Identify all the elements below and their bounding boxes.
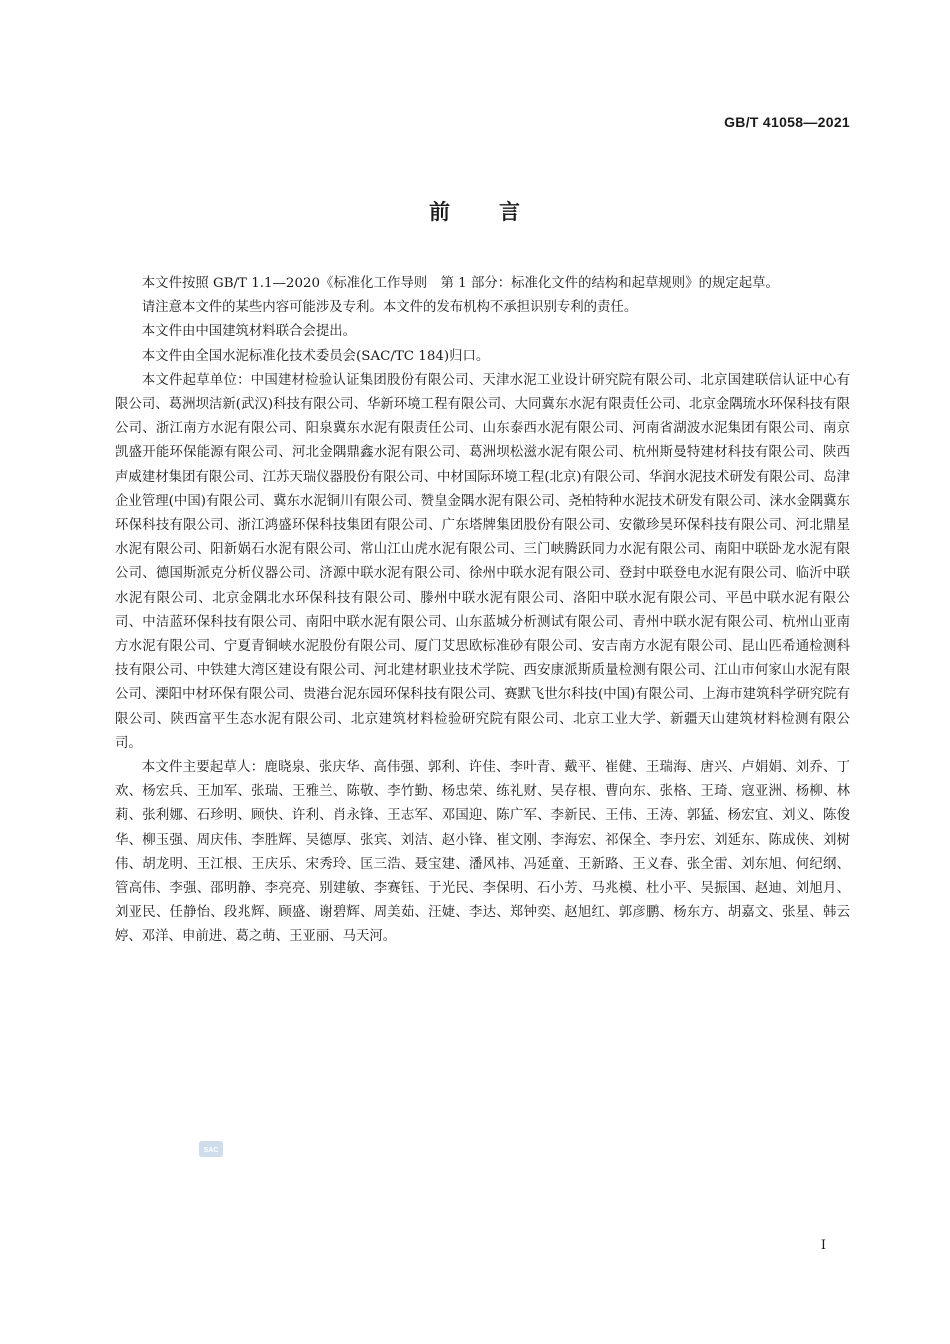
paragraph-drafting-organizations: 本文件起草单位：中国建材检验认证集团股份有限公司、天津水泥工业设计研究院有限公司、北京国建联信认证中心有限公司、葛洲坝洁新(武汉)科技有限公司、华新环境工程有限公司、大同冀东水泥有限责任公司、北京金隅琉水环保科技有限公司、浙江南方水泥有限公司、阳泉冀东水泥有限责任公司、山东泰西水泥有限公司、河南省湖波水泥集团有限公司、南京凯盛开能环保能源有限公司、河北金隅鼎鑫水泥有限公司、葛洲坝松滋水泥有限公司、杭州斯曼特建材科技有限公司、陕西声威建材集团有限公司、江苏天瑞仪器股份有限公司、中材国际环境工程(北京)有限公司、华润水泥技术研发有限公司、岛津企业管理(中国)有限公司、冀东水泥铜川有限公司、赞皇金隅水泥有限公司、尧柏特种水泥技术研发有限公司、涞水金隅冀东环保科技有限公司、浙江鸿盛环保科技集团有限公司、广东塔牌集团股份有限公司、安徽珍昊环保科技有限公司、河北鼎星水泥有限公司、阳新娲石水泥有限公司、常山江山虎水泥有限公司、三门峡腾跃同力水泥有限公司、南阳中联卧龙水泥有限公司、德国斯派克分析仪器公司、济源中联水泥有限公司、徐州中联水泥有限公司、登封中联登电水泥有限公司、临沂中联水泥有限公司、北京金隅北水环保科技有限公司、滕州中联水泥有限公司、洛阳中联水泥有限公司、平邑中联水泥有限公司、中洁蓝环保科技有限公司、南阳中联水泥有限公司、山东蓝城分析测试有限公司、青州中联水泥有限公司、杭州山亚南方水泥有限公司、宁夏青铜峡水泥股份有限公司、厦门艾思欧标准砂有限公司、安吉南方水泥有限公司、昆山匹希通检测科技有限公司、中铁建大湾区建设有限公司、河北建材职业技术学院、西安康派斯质量检测有限公司、江山市何家山水泥有限公司、溧阳中材环保有限公司、贵港台泥东园环保科技有限公司、赛默飞世尔科技(中国)有限公司、上海市建筑科学研究院有限公司、陕西富平生态水泥有限公司、北京建筑材料检验研究院有限公司、北京工业大学、新疆天山建筑材料检测有限公司。 [115, 372, 850, 751]
paragraph-patent-notice: 请注意本文件的某些内容可能涉及专利。本文件的发布机构不承担识别专利的责任。 [141, 300, 638, 316]
paragraph-technical-committee: 本文件由全国水泥标准化技术委员会(SAC/TC 184)归口。 [141, 348, 490, 364]
logo-text: SAC [203, 1147, 219, 1154]
foreword-body [115, 272, 850, 950]
title-char-2: 言 [499, 200, 521, 224]
page-number: I [820, 1238, 826, 1253]
page-title [0, 196, 950, 226]
paragraph-drafters: 本文件主要起草人：鹿晓泉、张庆华、高伟强、郭利、许佳、李叶青、戴平、崔健、王瑞海、唐兴、卢娟娟、刘乔、丁欢、杨宏兵、王加军、张瑞、王雅兰、陈敬、李竹勤、杨忠荣、练礼财、吴存根、曹向东、张格、王琦、寇亚洲、杨柳、林莉、张利娜、石珍明、顾快、许利、肖永锋、王志军、邓国迎、陈广军、李新民、王伟、王涛、郭猛、杨宏宜、刘义、陈俊华、柳玉强、周庆伟、李胜辉、吴德厚、张宾、刘洁、赵小锋、崔文刚、李海宏、祁保全、李丹宏、刘延东、陈成侠、刘树伟、胡龙明、王江根、王庆乐、宋秀玲、匡三浩、聂宝建、潘风祎、冯延童、王新路、王义春、张全雷、刘东旭、何纪纲、管高伟、李强、邵明静、李亮亮、别建敏、李赛钰、于光民、李保明、石小芳、马兆模、杜小平、吴振国、赵迪、刘旭月、刘亚民、任静怡、段兆辉、顾盛、谢碧辉、周美茹、汪婕、李达、郑钟奕、赵旭红、郭彦鹏、杨东方、胡嘉文、张星、韩云婷、邓洋、申前进、葛之萌、王亚丽、马天河。 [115, 760, 850, 945]
paragraph-proposer: 本文件由中国建筑材料联合会提出。 [141, 324, 357, 340]
paragraph-drafting-rules: 本文件按照 GB/T 1.1—2020《标准化工作导则 第 1 部分：标准化文件的结构和起草规则》的规定起草。 [141, 276, 779, 291]
standard-number: GB/T 41058—2021 [724, 114, 850, 130]
sac-logo-icon [198, 1138, 224, 1160]
title-char-1: 前 [429, 200, 451, 224]
